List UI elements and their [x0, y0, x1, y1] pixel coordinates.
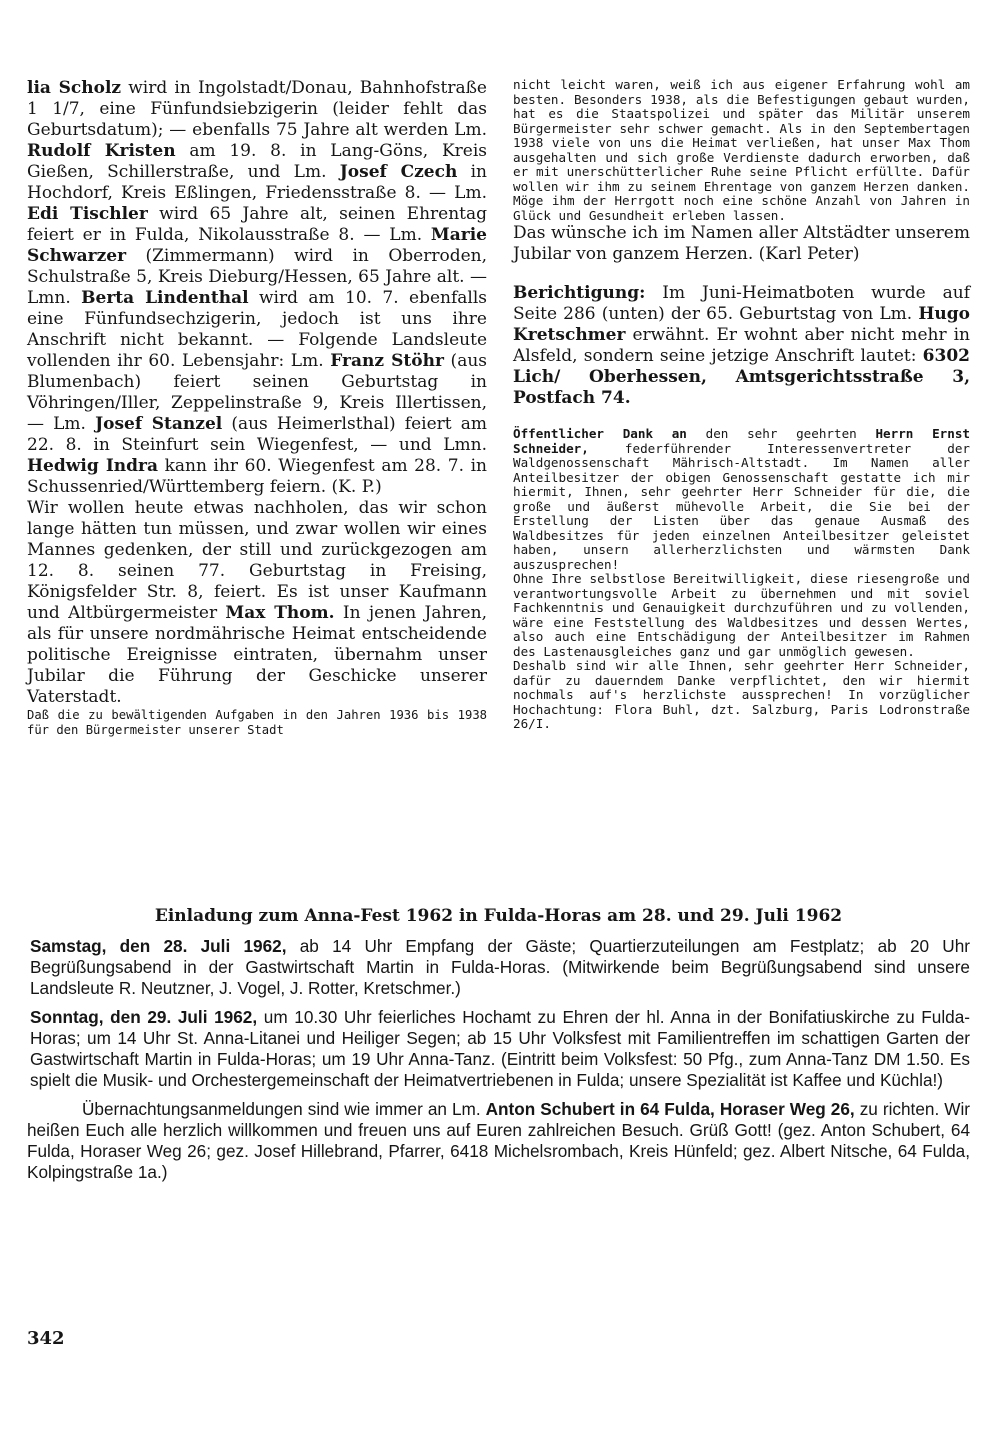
page-number: 342: [27, 1328, 65, 1349]
bold-text-run: Josef Stanzel: [95, 414, 223, 434]
birthday-announcements: [27, 78, 487, 498]
bold-text-run: lia Scholz: [27, 78, 122, 98]
text-run: erwähnt. Er wohnt aber nicht mehr in Alsfeld, sondern seine jetzige Anschrift lautet:: [513, 325, 970, 366]
bold-text-run: Franz Stöhr: [330, 351, 444, 371]
text-run: Ohne Ihre selbstlose Bereitwilligkeit, diese riesengroße und verantwortungsvolle Arbeit zu übernehmen und mit soviel Fachkenntnis und Genauigkeit durchzuführen und zu vollenden, wäre eine Feststellung des Waldbesitzes und dessen Wertes, also auch eine Entschädigung der Anteilbesitzer im Rahmen des Lastenausgleiches ganz und gar unmöglich gewesen.: [513, 571, 970, 659]
bold-text-run: Öffentlicher Dank an: [513, 426, 687, 441]
text-run: in Hochdorf, Kreis Eßlingen, Friedensstraße 8. — Lm.: [27, 162, 487, 203]
text-run: wird in Ingolstadt/Donau, Bahnhofstraße 1 1/7, eine Fünfundsiebzigerin (leider fehlt das Geburtsdatum); — ebenfalls 75 Jahre alt werden Lm.: [27, 78, 487, 140]
sunday-schedule: [27, 1007, 970, 1091]
public-thanks-closing: [513, 659, 970, 732]
public-thanks-notice: [513, 427, 970, 572]
public-thanks-body: [513, 572, 970, 659]
text-run: zu richten. Wir heißen Euch alle herzlich willkommen und freuen uns auf Euren zahlreichen Besuch. Grüß Gott! (gez. Anton Schubert, 64 Fulda, Horaser Weg 26; gez. Josef Hillebrand, Pfarrer, 6418 Michelsrombach, Kreis Hünfeld; gez. Albert Nitsche, 64 Fulda, Kolpingstraße 1a.): [27, 1099, 971, 1182]
anna-fest-invitation: [27, 906, 970, 1183]
invitation-title: Einladung zum Anna-Fest 1962 in Fulda-Horas am 28. und 29. Juli 1962: [154, 906, 843, 926]
text-run: Daß die zu bewältigenden Aufgaben in den Jahren 1936 bis 1938 für den Bürgermeister unserer Stadt: [27, 708, 487, 737]
text-run: nicht leicht waren, weiß ich aus eigener Erfahrung wohl am besten. Besonders 1938, als die Befestigungen gebaut wurden, hat es die Staatspolizei und später das Militär unserem Bürgermeister sehr schwer gemacht. Als in den Septembertagen 1938 viele von uns die Heimat verließen, hat unser Max Thom ausgehalten und sich große Verdienste dadurch erworben, daß er mit unerschütterlicher Ruhe seine Pflicht erfüllte. Dafür wollen wir ihm zu seinem Ehrentage von ganzem Herzen danken. Möge ihm der Herrgott noch eine schöne Anzahl von Jahren in Glück und Gesundheit erleben lassen.: [513, 77, 970, 223]
bold-text-run: Berichtigung:: [513, 283, 646, 303]
text-run: Im Juni-Heimatboten wurde auf Seite 286 (unten) der 65. Geburtstag von Lm.: [513, 283, 970, 324]
text-run: Übernachtungsanmeldungen sind wie immer an Lm.: [82, 1099, 486, 1119]
text-run: wird am 10. 7. ebenfalls eine Fünfundsechzigerin, jedoch ist uns ihre Anschrift nicht bekannt. — Folgende Landsleute vollenden ihr 60. Lebensjahr: Lm.: [27, 288, 487, 371]
correction-notice: [513, 283, 970, 409]
bold-text-run: 6302 Lich/ Oberhessen, Amtsgerichtsstraße 3, Postfach 74.: [513, 346, 970, 408]
bold-text-run: Josef Czech: [339, 162, 458, 182]
max-thom-tribute-end: [513, 78, 970, 223]
bold-text-run: Max Thom.: [225, 603, 335, 623]
bold-text-run: Rudolf Kristen: [27, 141, 176, 161]
text-run: um 10.30 Uhr feierliches Hochamt zu Ehren der hl. Anna in der Bonifatiuskirche zu Fulda-Horas; um 14 Uhr St. Anna-Litanei und Heiliger Segen; ab 15 Uhr Volksfest mit Familientreffen im schattigen Garten der Gastwirtschaft Martin in Fulda-Horas; um 19 Uhr Anna-Tanz. (Eintritt beim Volksfest: 50 Pfg., zum Anna-Tanz DM 1.50. Es spielt die Musik- und Orchestergemeinschaft der Heimatvertriebenen in Fulda; unsere Spezialität ist Kaffee und Küchla!): [30, 1007, 970, 1090]
text-run: am 19. 8. in Lang-Göns, Kreis Gießen, Schillerstraße, und Lm.: [27, 141, 487, 182]
text-run: In jenen Jahren, als für unsere nordmährische Heimat entscheidende politische Ereignisse eintraten, übernahm unser Jubilar die Führung der Geschicke unserer Vaterstadt.: [27, 603, 487, 707]
text-run: federführender Interessenvertreter der Waldgenossenschaft Mährisch-Altstadt. Im Namen aller Anteilbesitzer der obigen Genossenschaft gestatte ich mir hiermit, Ihnen, sehr geehrter Herr Schneider für die, die große und äußerst mühevolle Arbeit, die Sie bei der Erstellung der Listen über das genaue Ausmaß des Waldbesitzes für jeden einzelnen Anteilbesitzer geleistet haben, unsern allerherzlichsten und wärmsten Dank auszusprechen!: [513, 440, 970, 572]
saturday-schedule: [27, 936, 970, 999]
text-run: wird 65 Jahre alt, seinen Ehrentag feiert er in Fulda, Nikolausstraße 8. — Lm.: [27, 204, 487, 245]
bold-text-run: Hedwig Indra: [27, 456, 159, 476]
bold-text-run: Sonntag, den 29. Juli 1962,: [30, 1007, 258, 1027]
text-run: kann ihr 60. Wiegenfest am 28. 7. in Schussenried/Württemberg feiern. (K. P.): [27, 456, 487, 497]
bold-text-run: Marie Schwarzer: [27, 225, 487, 266]
bold-text-run: Berta Lindenthal: [81, 288, 249, 308]
bold-text-run: Herrn Ernst Schneider,: [513, 426, 970, 456]
text-run: Das wünsche ich im Namen aller Altstädter unserem Jubilar von ganzem Herzen. (Karl Peter): [513, 223, 970, 264]
bold-text-run: Anton Schubert in 64 Fulda, Horaser Weg 26,: [485, 1099, 855, 1119]
left-column: [27, 78, 487, 737]
registration-info: [27, 1099, 970, 1183]
text-run: ab 14 Uhr Empfang der Gäste; Quartierzuteilungen am Festplatz; ab 20 Uhr Begrüßungsabend in der Gastwirtschaft Martin in Fulda-Horas. (Mitwirkende beim Begrüßungsabend sind unsere Landsleute R. Neutzner, J. Vogel, J. Rotter, Kretschmer.): [30, 936, 970, 998]
max-thom-tribute-continued: [27, 708, 487, 737]
right-column: [513, 78, 970, 732]
max-thom-tribute: [27, 498, 487, 708]
text-run: (Zimmermann) wird in Oberroden, Schulstraße 5, Kreis Dieburg/Hessen, 65 Jahre alt. — Lmn.: [27, 246, 487, 308]
karl-peter-signoff: [513, 223, 970, 265]
bold-text-run: Edi Tischler: [27, 204, 148, 224]
text-run: Wir wollen heute etwas nachholen, das wir schon lange hätten tun müssen, und zwar wollen wir eines Mannes gedenken, der still und zurückgezogen am 12. 8. seinen 77. Geburtstag in Freising, Königsfelder Str. 8, feiert. Es ist unser Kaufmann und Altbürgermeister: [27, 498, 487, 623]
text-run: den sehr geehrten: [686, 426, 876, 441]
bold-text-run: Samstag, den 28. Juli 1962,: [30, 936, 287, 956]
text-run: Deshalb sind wir alle Ihnen, sehr geehrter Herr Schneider, dafür zu dauerndem Danke verpflichtet, den wir hiermit nochmals auf's herzlichste aussprechen! In vorzüglicher Hochachtung: Flora Buhl, dzt. Salzburg, Paris Lodronstraße 26/I.: [513, 658, 970, 731]
text-run: (aus Blumenbach) feiert seinen Geburtstag in Vöhringen/Iller, Zeppelinstraße 9, Kreis Illertissen, — Lm.: [27, 351, 487, 434]
text-run: (aus Heimerlsthal) feiert am 22. 8. in Steinfurt sein Wiegenfest, — und Lmn.: [27, 414, 487, 455]
bold-text-run: Hugo Kretschmer: [513, 304, 970, 345]
